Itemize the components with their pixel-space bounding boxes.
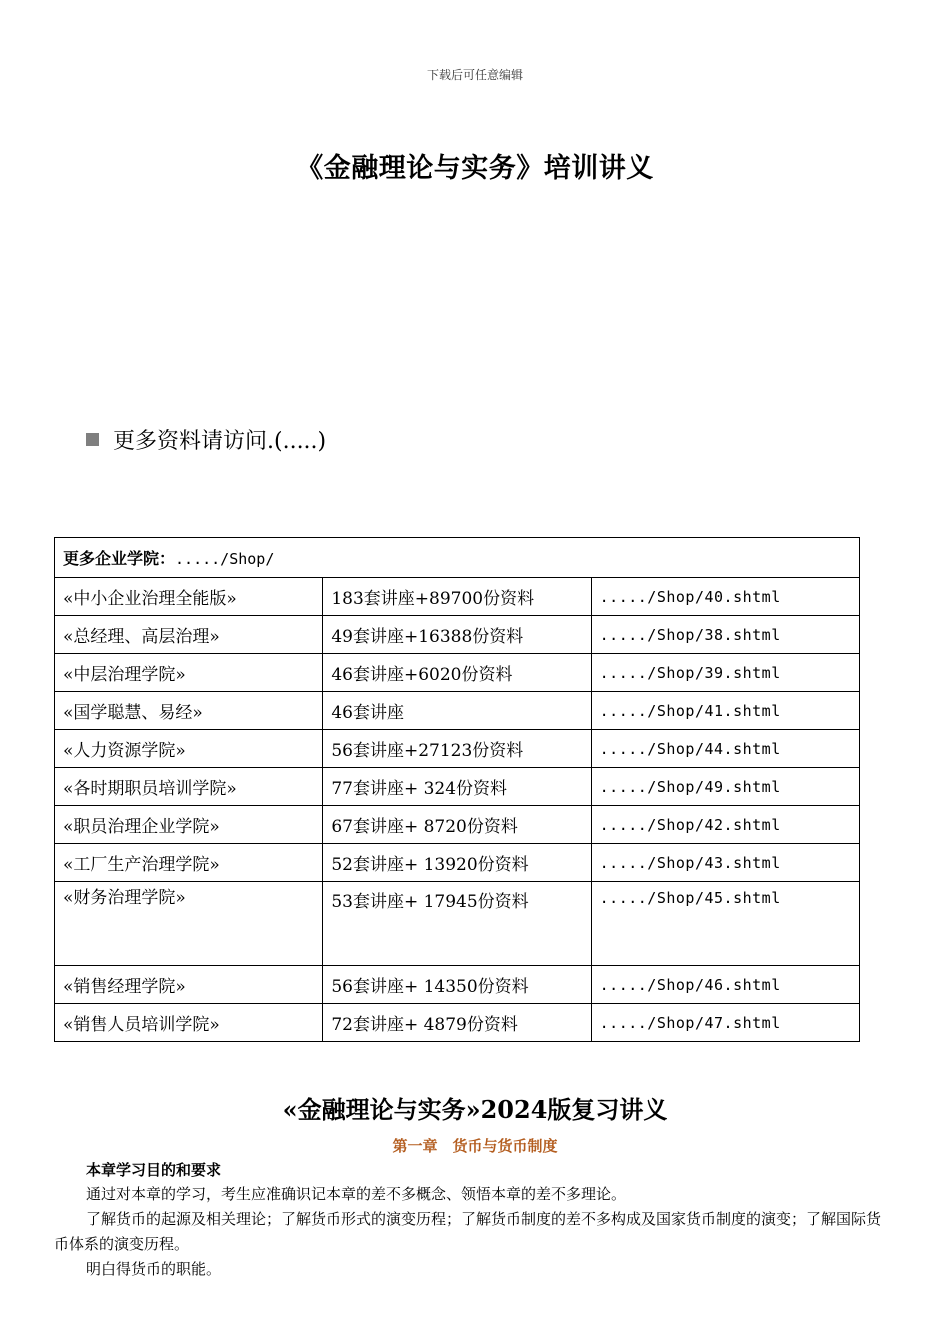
academy-url-link[interactable]: ...../Shop/44.shtml <box>591 730 859 768</box>
academy-url-link[interactable]: ...../Shop/41.shtml <box>591 692 859 730</box>
academy-content-cell: 56套讲座+27123份资料 <box>323 730 591 768</box>
academy-name-cell: «财务治理学院» <box>55 882 323 966</box>
table-row <box>55 692 860 730</box>
table-row <box>55 578 860 616</box>
paragraph: 了解货币的起源及相关理论；了解货币形式的演变历程；了解货币制度的差不多构成及国家货币制度的演变；了解国际货币体系的演变历程。 <box>54 1210 882 1253</box>
academy-content-cell: 52套讲座+ 13920份资料 <box>323 844 591 882</box>
academy-url-link[interactable]: ...../Shop/42.shtml <box>591 806 859 844</box>
table-row <box>55 616 860 654</box>
academy-url-link[interactable]: ...../Shop/43.shtml <box>591 844 859 882</box>
table-row <box>55 768 860 806</box>
academy-url-link[interactable]: ...../Shop/46.shtml <box>591 966 859 1004</box>
square-bullet-icon <box>86 433 99 446</box>
academy-name-cell: «人力资源学院» <box>55 730 323 768</box>
table-header-cell <box>55 538 860 578</box>
academy-name-cell: «工厂生产治理学院» <box>55 844 323 882</box>
table-header-row <box>55 538 860 578</box>
table-row <box>55 654 860 692</box>
academy-url-link[interactable]: ...../Shop/49.shtml <box>591 768 859 806</box>
academy-name-cell: «总经理、高层治理» <box>55 616 323 654</box>
academy-content-cell: 72套讲座+ 4879份资料 <box>323 1004 591 1042</box>
paragraph: 明白得货币的职能。 <box>86 1260 222 1278</box>
academy-url-link[interactable]: ...../Shop/39.shtml <box>591 654 859 692</box>
academy-content-cell: 46套讲座+6020份资料 <box>323 654 591 692</box>
table-row <box>55 806 860 844</box>
academy-links-table <box>54 537 860 1042</box>
table-row <box>55 844 860 882</box>
academy-content-cell: 77套讲座+ 324份资料 <box>323 768 591 806</box>
academy-url-link[interactable]: ...../Shop/38.shtml <box>591 616 859 654</box>
academy-content-cell: 49套讲座+16388份资料 <box>323 616 591 654</box>
academy-name-cell: «国学聪慧、易经» <box>55 692 323 730</box>
academy-name-cell: «销售人员培训学院» <box>55 1004 323 1042</box>
academy-name-cell: «销售经理学院» <box>55 966 323 1004</box>
academy-name-cell: «中小企业治理全能版» <box>55 578 323 616</box>
table-row <box>55 1004 860 1042</box>
chapter-title: 第一章 货币与货币制度 <box>392 1137 558 1155</box>
paragraph: 通过对本章的学习，考生应准确识记本章的差不多概念、领悟本章的差不多理论。 <box>86 1185 627 1203</box>
academy-name-cell: «各时期职员培训学院» <box>55 768 323 806</box>
header-note: 下载后可任意编辑 <box>426 68 523 82</box>
academy-name-cell: «中层治理学院» <box>55 654 323 692</box>
academy-url-link[interactable]: ...../Shop/47.shtml <box>591 1004 859 1042</box>
review-title: «金融理论与实务»2024版复习讲义 <box>282 1095 668 1124</box>
section-heading: 本章学习目的和要求 <box>86 1161 222 1179</box>
academy-content-cell: 46套讲座 <box>323 692 591 730</box>
table-row <box>55 882 860 966</box>
visit-more-line <box>86 424 326 455</box>
academy-url-link[interactable]: ...../Shop/45.shtml <box>591 882 859 966</box>
table-row <box>55 730 860 768</box>
academy-content-cell: 53套讲座+ 17945份资料 <box>323 882 591 966</box>
academy-name-cell: «职员治理企业学院» <box>55 806 323 844</box>
table-row <box>55 966 860 1004</box>
document-title: 《金融理论与实务》培训讲义 <box>296 153 654 184</box>
academy-content-cell: 67套讲座+ 8720份资料 <box>323 806 591 844</box>
academy-content-cell: 56套讲座+ 14350份资料 <box>323 966 591 1004</box>
academy-content-cell: 183套讲座+89700份资料 <box>323 578 591 616</box>
academy-url-link[interactable]: ...../Shop/40.shtml <box>591 578 859 616</box>
table-header-label: 更多企业学院： <box>63 549 176 568</box>
table-header-url[interactable]: ...../Shop/ <box>175 550 275 568</box>
visit-more-text: 更多资料请访问.(.....) <box>113 429 327 454</box>
